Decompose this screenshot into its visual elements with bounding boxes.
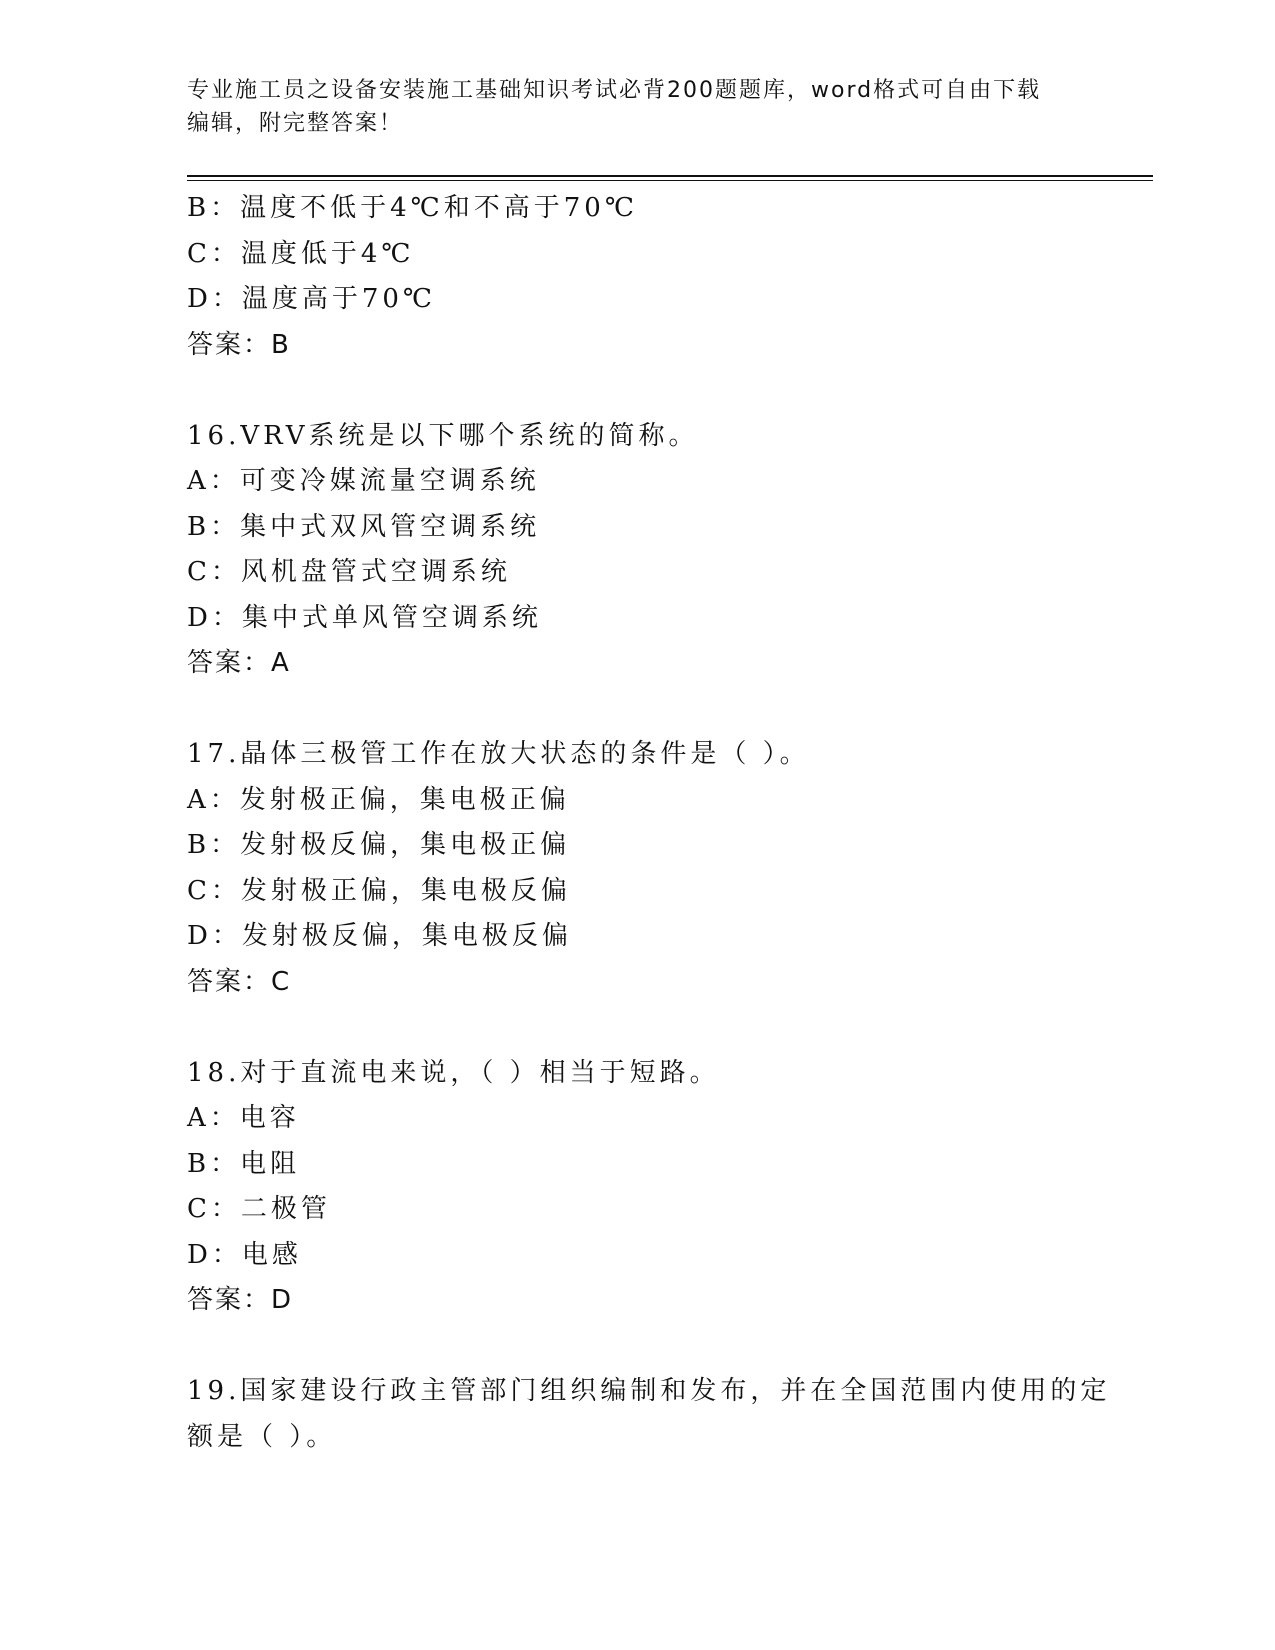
spacer [187, 687, 1087, 733]
question-16 [187, 414, 1087, 687]
question-text: 16.VRV系统是以下哪个系统的简称。 [187, 420, 699, 451]
question-19 [187, 1369, 1111, 1460]
option-c: C：温度低于4℃ [187, 238, 415, 269]
option-c: C：二极管 [187, 1194, 331, 1224]
question-text-line-1: 19.国家建设行政主管部门组织编制和发布，并在全国范围内使用的定 [187, 1376, 1111, 1406]
answer: 答案：B [187, 329, 291, 360]
option-b: B：温度不低于4℃和不高于70℃ [187, 193, 638, 223]
spacer [187, 1005, 1087, 1051]
question-text: 18.对于直流电来说，（ ）相当于短路。 [187, 1057, 720, 1088]
spacer [187, 368, 1087, 414]
option-d: D：电感 [187, 1239, 302, 1270]
option-c: C：风机盘管式空调系统 [187, 557, 511, 587]
spacer [187, 1324, 1087, 1370]
question-17 [187, 732, 1087, 1005]
answer: 答案：C [187, 966, 292, 997]
option-b: B：发射极反偏，集电极正偏 [187, 830, 571, 860]
question-text: 17.晶体三极管工作在放大状态的条件是（ ）。 [187, 739, 810, 769]
option-c: C：发射极正偏，集电极反偏 [187, 875, 571, 906]
question-15 [187, 186, 1087, 368]
option-d: D：集中式单风管空调系统 [187, 602, 542, 633]
answer: 答案：D [187, 1285, 294, 1315]
option-a: A：可变冷媒流量空调系统 [187, 466, 540, 496]
header-title-line-2: 编辑，附完整答案！ [187, 111, 404, 136]
option-a: A：电容 [187, 1103, 300, 1133]
option-b: B：集中式双风管空调系统 [187, 511, 541, 542]
option-b: B：电阻 [187, 1148, 301, 1179]
option-a: A：发射极正偏，集电极正偏 [187, 784, 570, 815]
option-d: D：发射极反偏，集电极反偏 [187, 921, 572, 951]
question-list [187, 186, 1111, 1460]
header-title-line-1: 专业施工员之设备安装施工基础知识考试必背200题题库，word格式可自由下载 [187, 78, 1042, 103]
header-rule-thin [187, 180, 1153, 181]
question-18 [187, 1051, 1087, 1324]
question-text-line-2: 额是（ ）。 [187, 1421, 337, 1452]
option-d: D：温度高于70℃ [187, 284, 437, 314]
header-rule-thick [187, 175, 1153, 177]
answer: 答案：A [187, 648, 291, 678]
document-header [187, 74, 1067, 140]
